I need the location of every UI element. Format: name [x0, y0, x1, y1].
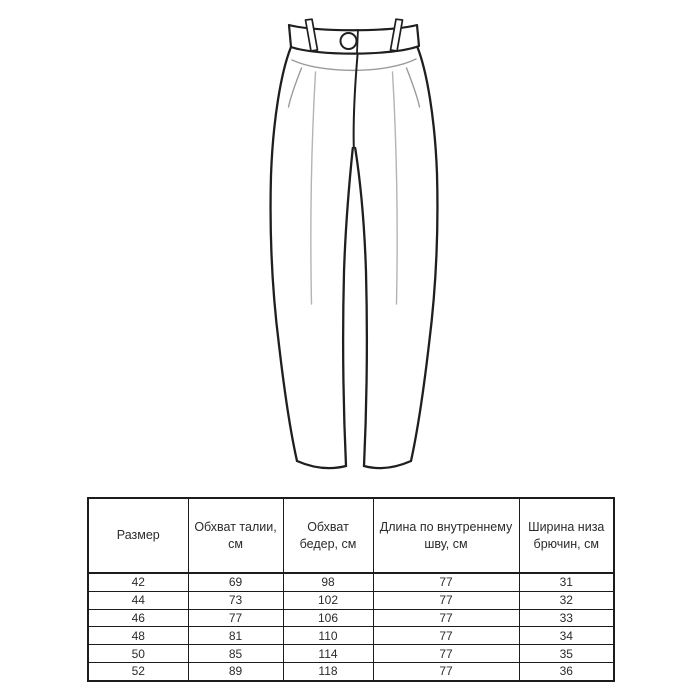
table-cell: 33 [519, 609, 614, 627]
table-cell: 77 [373, 662, 519, 680]
leg-outlines [271, 46, 438, 468]
table-cell: 77 [188, 609, 283, 627]
table-cell: 81 [188, 627, 283, 645]
table-cell: 36 [519, 662, 614, 680]
header-row [88, 498, 614, 573]
table-cell: 102 [283, 591, 373, 609]
header-waist: Обхват талии, см [188, 498, 283, 573]
fly-seam [354, 55, 358, 148]
table-cell: 46 [88, 609, 188, 627]
header-size: Размер [88, 498, 188, 573]
header-hips: Обхват бедер, см [283, 498, 373, 573]
table-cell: 73 [188, 591, 283, 609]
table-row [88, 645, 614, 663]
table-cell: 42 [88, 573, 188, 591]
table-row [88, 609, 614, 627]
table-cell: 32 [519, 591, 614, 609]
table-cell: 89 [188, 662, 283, 680]
right-crease-line [393, 72, 398, 304]
header-leg-bottom-width: Ширина низа брючин, см [519, 498, 614, 573]
size-table [87, 497, 615, 682]
size-table-body [88, 573, 614, 681]
waistband-group [289, 19, 419, 53]
table-cell: 85 [188, 645, 283, 663]
left-dart-line [289, 68, 302, 107]
table-row [88, 662, 614, 680]
left-crease-line [311, 72, 316, 304]
table-row [88, 591, 614, 609]
table-cell: 69 [188, 573, 283, 591]
table-cell: 44 [88, 591, 188, 609]
table-cell: 98 [283, 573, 373, 591]
table-cell: 77 [373, 645, 519, 663]
table-cell: 35 [519, 645, 614, 663]
table-cell: 34 [519, 627, 614, 645]
table-cell: 110 [283, 627, 373, 645]
table-row [88, 573, 614, 591]
left-leg-outline [271, 47, 353, 468]
table-cell: 114 [283, 645, 373, 663]
table-cell: 77 [373, 591, 519, 609]
table-cell: 77 [373, 609, 519, 627]
size-table-header [88, 498, 614, 573]
table-cell: 31 [519, 573, 614, 591]
table-cell: 50 [88, 645, 188, 663]
waistband-button [341, 33, 357, 49]
table-cell: 77 [373, 573, 519, 591]
table-cell: 118 [283, 662, 373, 680]
right-dart-line [407, 68, 420, 107]
table-cell: 77 [373, 627, 519, 645]
table-row [88, 627, 614, 645]
table-cell: 52 [88, 662, 188, 680]
right-leg-outline [355, 46, 437, 468]
table-cell: 106 [283, 609, 373, 627]
header-inseam-length: Длина по внутреннему шву, см [373, 498, 519, 573]
yoke-seam [292, 59, 416, 70]
table-cell: 48 [88, 627, 188, 645]
